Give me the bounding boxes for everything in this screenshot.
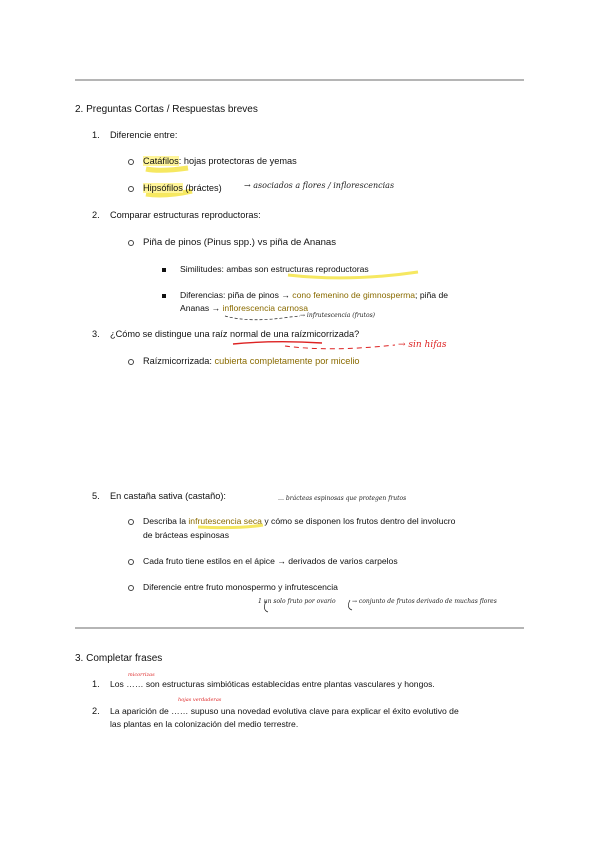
q2-diferencias (180, 290, 448, 300)
s1-pre: Los (110, 679, 127, 689)
q3-number: 3. (92, 329, 100, 339)
q2-number: 2. (92, 210, 100, 220)
item-text: : hojas protectoras de yemas (178, 156, 297, 166)
bullet-square (162, 268, 166, 272)
s1-text (110, 679, 435, 689)
bullet-circle (128, 186, 134, 192)
q1-number: 1. (92, 130, 100, 140)
q5-item-a (143, 516, 455, 526)
handwritten-note: → conjunto de frutos derivado de muchas flores (352, 598, 497, 605)
item-highlight: cubierta completamente por micelio (214, 356, 360, 366)
handwritten-note: … brácteas espinosas que protegen frutos (278, 495, 407, 502)
handwritten-note: → infrutescencia (frutos) (300, 312, 375, 319)
item-label: Describa la (143, 516, 189, 526)
q1-item-b (143, 183, 222, 194)
bullet-circle (128, 519, 134, 525)
handwritten-note-red: → sin hifas (398, 340, 447, 350)
q5-number: 5. (92, 491, 100, 501)
q3-text: ¿Cómo se distingue una raíz normal de una raízmicorrizada? (110, 329, 360, 339)
handwritten-note: → asociados a flores / inflorescencias (244, 181, 395, 190)
highlighted-term: Catáfilos (143, 156, 179, 166)
top-divider (75, 79, 524, 81)
handwritten-note-red: hojas verdaderas (178, 697, 222, 703)
q5-item-b: Cada fruto tiene estilos en el ápice → derivados de varios carpelos (143, 556, 398, 566)
section-divider (75, 627, 524, 629)
bullet-circle (128, 240, 134, 246)
dif-highlight-2: inflorescencia carnosa (222, 303, 309, 313)
q2-similitudes (180, 264, 369, 274)
blank: …… (126, 679, 144, 689)
s2-pre: La aparición de (110, 706, 172, 716)
bullet-square (162, 294, 166, 298)
q2-item: Piña de pinos (Pinus spp.) vs piña de Ananas (143, 237, 337, 248)
s1-number: 1. (92, 679, 100, 689)
q1-text: Diferencie entre: (110, 130, 178, 140)
q2-diferencias-line2 (180, 303, 308, 313)
s1-post: son estructuras simbióticas establecidas entre plantas vasculares y hongos. (143, 679, 435, 689)
item-text: (bráctes) (182, 183, 222, 193)
item-rest: y cómo se disponen los frutos dentro del involucro (261, 516, 456, 526)
q1-item-a (143, 156, 297, 167)
s2-number: 2. (92, 706, 100, 716)
bullet-circle (128, 559, 134, 565)
q2-text: Comparar estructuras reproductoras: (110, 210, 261, 220)
q5-text: En castaña sativa (castaño): (110, 491, 226, 501)
section-2-title: 2. Preguntas Cortas / Respuestas breves (75, 104, 258, 115)
item-label: Raízmicorrizada: (143, 356, 215, 366)
s2-text-line2: las plantas en la colonización del medio terrestre. (110, 719, 299, 729)
sim-label: Similitudes: ambas son (180, 264, 271, 274)
bullet-circle (128, 159, 134, 165)
bullet-circle (128, 585, 134, 591)
section-3-title: 3. Completar frases (75, 653, 163, 664)
dif-highlight: cono femenino de gimnosperma (292, 290, 416, 300)
handwritten-note-red: micorrizas (128, 672, 155, 678)
dif-mid: ; piña de (415, 290, 449, 300)
s2-text (110, 706, 459, 716)
dif-label: Diferencias: piña de pinos → (180, 290, 293, 300)
item-highlight: infrutescencia seca (188, 516, 262, 526)
s2-post: supuso una novedad evolutiva clave para explicar el éxito evolutivo de (188, 706, 459, 716)
handwritten-note: 1 un solo fruto por ovario (258, 598, 336, 605)
q3-item (143, 356, 360, 367)
blank: …… (171, 706, 189, 716)
sim-highlight: estructuras reproductoras (270, 264, 369, 274)
q5-item-a-line2: de brácteas espinosas (143, 530, 229, 540)
bullet-circle (128, 359, 134, 365)
dif-line2: Ananas → (180, 303, 223, 313)
highlighted-term: Hipsófilos (143, 183, 183, 193)
q5-item-c: Diferencie entre fruto monospermo y infrutescencia (143, 582, 338, 592)
